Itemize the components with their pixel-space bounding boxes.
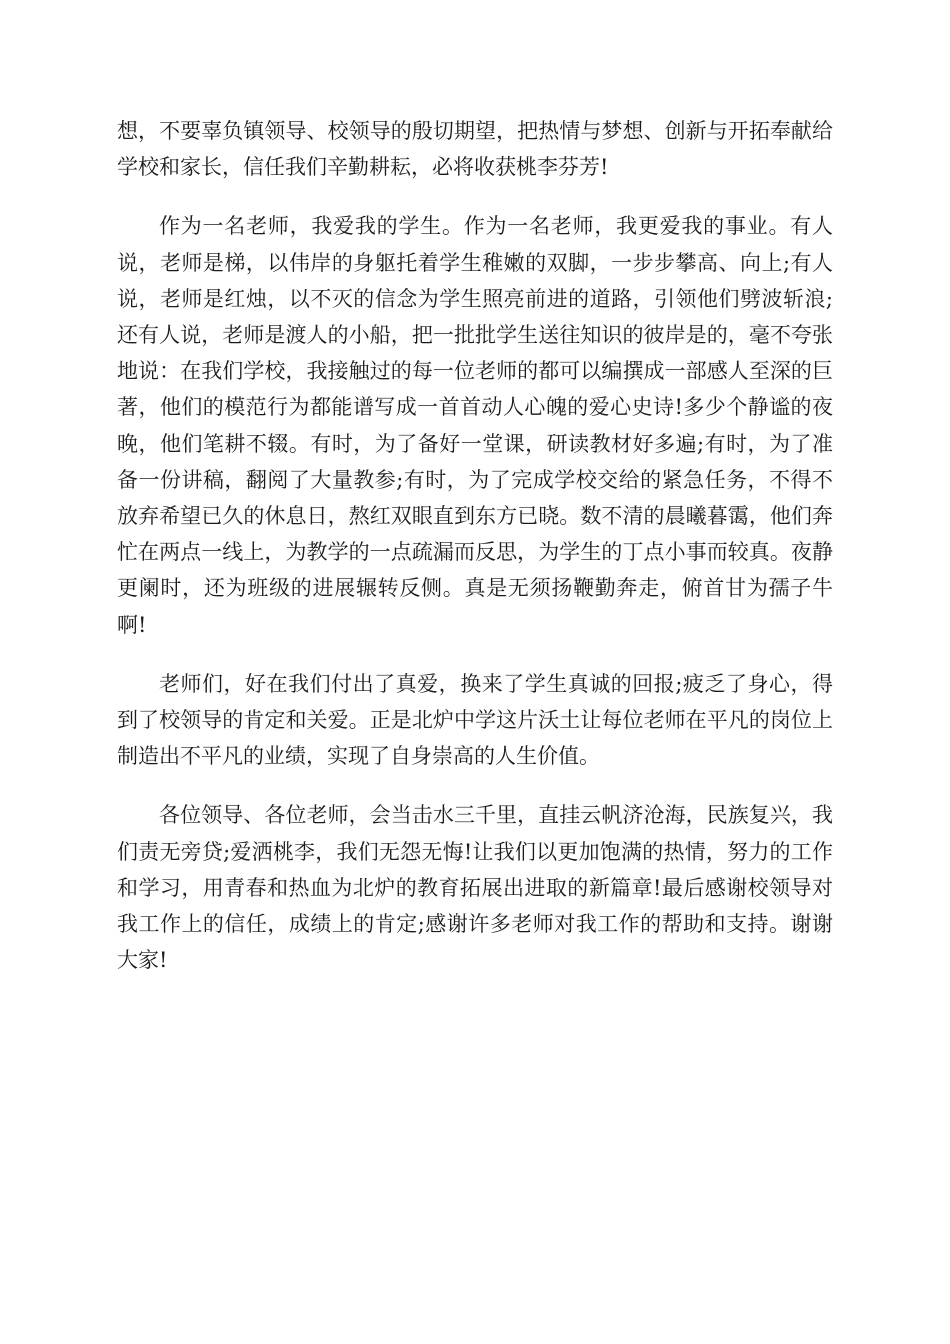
paragraph-2: 作为一名老师，我爱我的学生。作为一名老师，我更爱我的事业。有人说，老师是梯，以伟岸的身躯托着学生稚嫩的双脚，一步步攀高、向上;有人说，老师是红烛，以不灭的信念为学生照亮前进的道路，引领他们劈波斩浪;还有人说，老师是渡人的小船，把一批批学生送往知识的彼岸是的，毫不夸张地说：在我们学校，我接触过的每一位老师的都可以编撰成一部感人至深的巨著，他们的模范行为都能谱写成一首首动人心魄的爱心史诗!多少个静谧的夜晚，他们笔耕不辍。有时，为了备好一堂课，研读教材好多遍;有时，为了准备一份讲稿，翻阅了大量教参;有时，为了完成学校交给的紧急任务，不得不放弃希望已久的休息日，熬红双眼直到东方已晓。数不清的晨曦暮霭，他们奔忙在两点一线上，为教学的一点疏漏而反思，为学生的丁点小事而较真。夜静更阑时，还为班级的进展辗转反侧。真是无须扬鞭勤奔走，俯首甘为孺子牛啊! [117, 214, 833, 637]
paragraph-3: 老师们，好在我们付出了真爱，换来了学生真诚的回报;疲乏了身心，得到了校领导的肯定和关爱。正是北炉中学这片沃土让每位老师在平凡的岗位上制造出不平凡的业绩，实现了自身崇高的人生价值。 [117, 671, 833, 769]
document-body [117, 113, 833, 1001]
paragraph-1: 想，不要辜负镇领导、校领导的殷切期望，把热情与梦想、创新与开拓奉献给学校和家长，信任我们辛勤耕耘，必将收获桃李芬芳! [117, 119, 833, 180]
paragraph-4: 各位领导、各位老师，会当击水三千里，直挂云帆济沧海，民族复兴，我们责无旁贷;爱洒桃李，我们无怨无悔!让我们以更加饱满的热情，努力的工作和学习，用青春和热血为北炉的教育拓展出进取的新篇章!最后感谢校领导对我工作上的信任，成绩上的肯定;感谢许多老师对我工作的帮助和支持。谢谢大家! [117, 803, 833, 973]
